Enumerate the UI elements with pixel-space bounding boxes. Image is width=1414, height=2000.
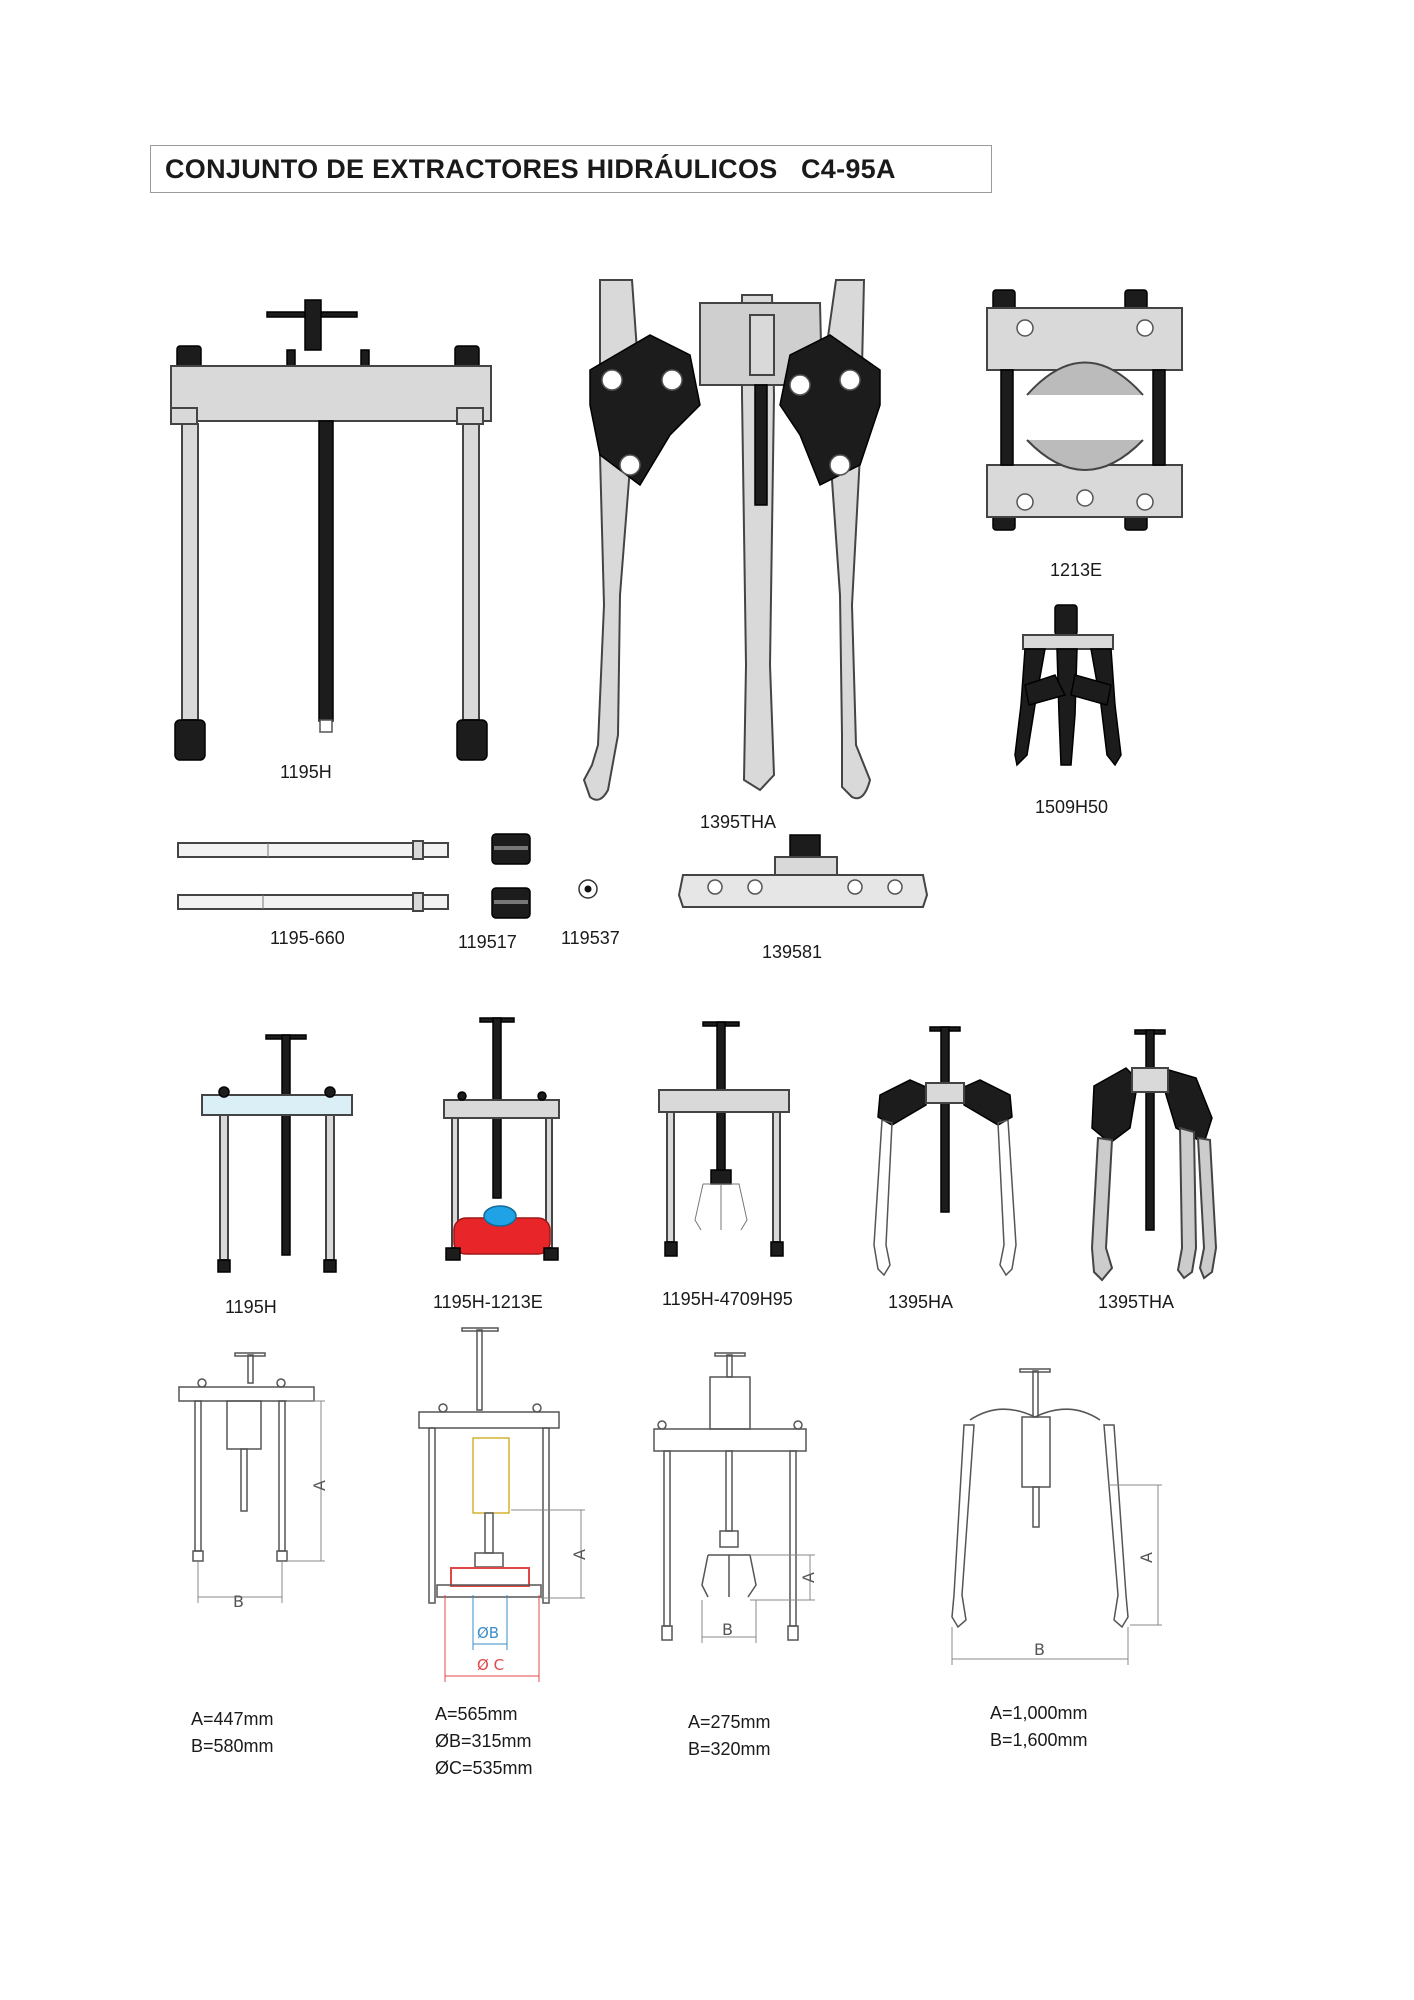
label-1395tha: 1395THA — [700, 812, 777, 832]
dim-a-1195h: A=447mm — [191, 1709, 274, 1729]
puller-1195h-image — [165, 300, 505, 760]
config-1195h-1213e-image — [440, 1018, 565, 1263]
part-119537-image — [576, 877, 600, 901]
dim-b-1395tha: B=1,600mm — [990, 1730, 1088, 1750]
drawing-1195h-1213e-dimensions — [415, 1320, 605, 1690]
drawing-1195h-dimensions — [175, 1345, 345, 1615]
dim-c-1195h-1213e: ØC=535mm — [435, 1758, 533, 1778]
page-title: CONJUNTO DE EXTRACTORES HIDRÁULICOS C4-95A — [165, 154, 896, 184]
label-config-1395tha: 1395THA — [1098, 1292, 1175, 1312]
dim-a-marker-2: A — [570, 1549, 589, 1560]
dim-a-1395tha: A=1,000mm — [990, 1703, 1088, 1723]
config-1195h-4709h95-image — [655, 1020, 795, 1260]
separator-1213e-image — [985, 290, 1185, 540]
drawing-1395tha-dimensions — [940, 1365, 1170, 1675]
dim-b-1195h-1213e: ØB=315mm — [435, 1731, 532, 1751]
config-1395tha-image — [1080, 1028, 1230, 1288]
label-config-1395ha: 1395HA — [888, 1292, 954, 1312]
adapter-139581-image — [675, 835, 930, 915]
dim-b-diameter-marker: ØB — [477, 1624, 500, 1642]
config-1195h-image — [198, 1030, 358, 1275]
label-139581: 139581 — [762, 942, 823, 962]
label-config-1195h-4709h95: 1195H-4709H95 — [662, 1289, 793, 1309]
dim-a-marker: A — [310, 1480, 329, 1491]
dim-a-1195h-1213e: A=565mm — [435, 1704, 518, 1724]
label-1195h: 1195H — [280, 762, 332, 782]
dim-a-marker-3: A — [799, 1572, 818, 1583]
dimensions-1195h-4709h95 — [688, 1709, 771, 1763]
dim-a-marker-4: A — [1137, 1552, 1156, 1563]
dimensions-1195h-1213e — [435, 1701, 533, 1782]
dim-c-diameter-marker: Ø C — [477, 1656, 505, 1674]
label-119537: 119537 — [561, 928, 620, 948]
dimensions-1195h — [191, 1706, 274, 1760]
feet-119517-image — [490, 832, 535, 924]
dim-b-1195h-4709h95: B=320mm — [688, 1739, 771, 1759]
puller-1509h50-image — [1005, 605, 1135, 770]
label-1509h50: 1509H50 — [1035, 797, 1109, 817]
label-config-1195h-1213e: 1195H-1213E — [433, 1292, 543, 1312]
dim-b-marker-4: B — [1034, 1640, 1045, 1659]
puller-1395tha-image — [560, 275, 900, 805]
drawing-1195h-4709h95-dimensions — [650, 1345, 830, 1655]
title-box — [150, 145, 992, 193]
config-1395ha-image — [870, 1025, 1020, 1285]
label-119517: 119517 — [458, 932, 517, 952]
dimensions-1395tha — [990, 1700, 1088, 1754]
extension-rods-image — [178, 835, 453, 915]
label-1195-660: 1195-660 — [270, 928, 345, 948]
label-1213e: 1213E — [1050, 560, 1103, 580]
label-config-1195h: 1195H — [225, 1297, 277, 1317]
dim-b-marker-3: B — [722, 1620, 733, 1639]
dim-b-1195h: B=580mm — [191, 1736, 274, 1756]
dim-b-marker: B — [233, 1592, 244, 1611]
dim-a-1195h-4709h95: A=275mm — [688, 1712, 771, 1732]
